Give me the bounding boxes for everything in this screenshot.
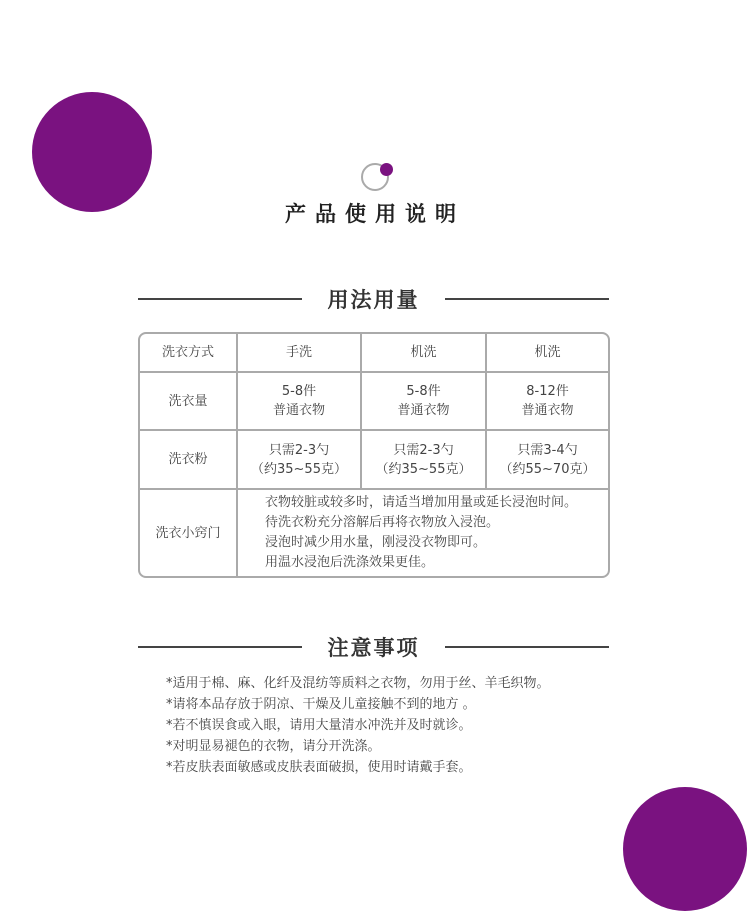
row-label: 洗衣小窍门 xyxy=(140,490,238,576)
table-header-row xyxy=(140,334,608,373)
divider xyxy=(445,298,609,300)
notes-section-header xyxy=(138,631,609,661)
cell-line: 普通衣物 xyxy=(521,403,574,418)
table-cell xyxy=(362,373,487,431)
header-cell: 手洗 xyxy=(238,334,362,373)
cell-line: 5-8件 xyxy=(406,384,441,399)
tip-line: 衣物较脏或较多时，请适当增加用量或延长浸泡时间。 xyxy=(265,495,578,510)
table-cell xyxy=(487,373,608,431)
header-cell: 机洗 xyxy=(362,334,487,373)
usage-table xyxy=(138,332,610,578)
page-title: 产品使用说明 xyxy=(285,202,465,226)
table-cell xyxy=(487,431,608,490)
cell-line: （约55~70克） xyxy=(499,461,596,477)
note-item: *若不慎误食或入眼，请用大量清水冲洗并及时就诊。 xyxy=(166,718,472,733)
cell-line: 只需2-3勺 xyxy=(393,442,454,458)
dot-icon xyxy=(380,163,393,176)
header-cell: 机洗 xyxy=(487,334,608,373)
table-row xyxy=(140,431,608,490)
usage-section-header xyxy=(138,283,609,313)
note-item: *适用于棉、麻、化纤及混纺等质料之衣物，勿用于丝、羊毛织物。 xyxy=(166,676,550,691)
cell-line: （约35~55克） xyxy=(251,461,347,477)
cell-line: （约35~55克） xyxy=(375,461,472,477)
tips-row xyxy=(140,490,608,576)
table-cell xyxy=(238,373,362,431)
table-row xyxy=(140,373,608,431)
decorative-circle-bottom-right xyxy=(623,787,747,911)
divider xyxy=(445,646,609,648)
table-cell xyxy=(362,431,487,490)
table-cell xyxy=(238,431,362,490)
notes-heading: 注意事项 xyxy=(327,636,420,660)
tip-line: 用温水浸泡后洗涤效果更佳。 xyxy=(265,555,435,570)
row-label: 洗衣粉 xyxy=(140,431,238,490)
note-item: *若皮肤表面敏感或皮肤表面破损，使用时请戴手套。 xyxy=(166,760,472,775)
usage-heading: 用法用量 xyxy=(327,288,420,312)
row-label: 洗衣量 xyxy=(140,373,238,431)
header-cell: 洗衣方式 xyxy=(140,334,238,373)
decorative-circle-top-left xyxy=(32,92,152,212)
cell-line: 普通衣物 xyxy=(272,403,325,418)
tip-line: 待洗衣粉充分溶解后再将衣物放入浸泡。 xyxy=(265,515,500,530)
tip-line: 浸泡时减少用水量，刚浸没衣物即可。 xyxy=(265,535,487,550)
notes-list xyxy=(166,673,550,778)
note-item: *对明显易褪色的衣物，请分开洗涤。 xyxy=(166,739,381,754)
cell-line: 只需3-4勺 xyxy=(517,442,578,458)
note-item: *请将本品存放于阴凉、干燥及儿童接触不到的地方 。 xyxy=(166,697,476,712)
cell-line: 普通衣物 xyxy=(397,403,450,418)
cell-line: 只需2-3勺 xyxy=(268,442,330,458)
cell-line: 5-8件 xyxy=(281,384,317,399)
tips-cell xyxy=(238,490,608,576)
cell-line: 8-12件 xyxy=(526,384,569,399)
